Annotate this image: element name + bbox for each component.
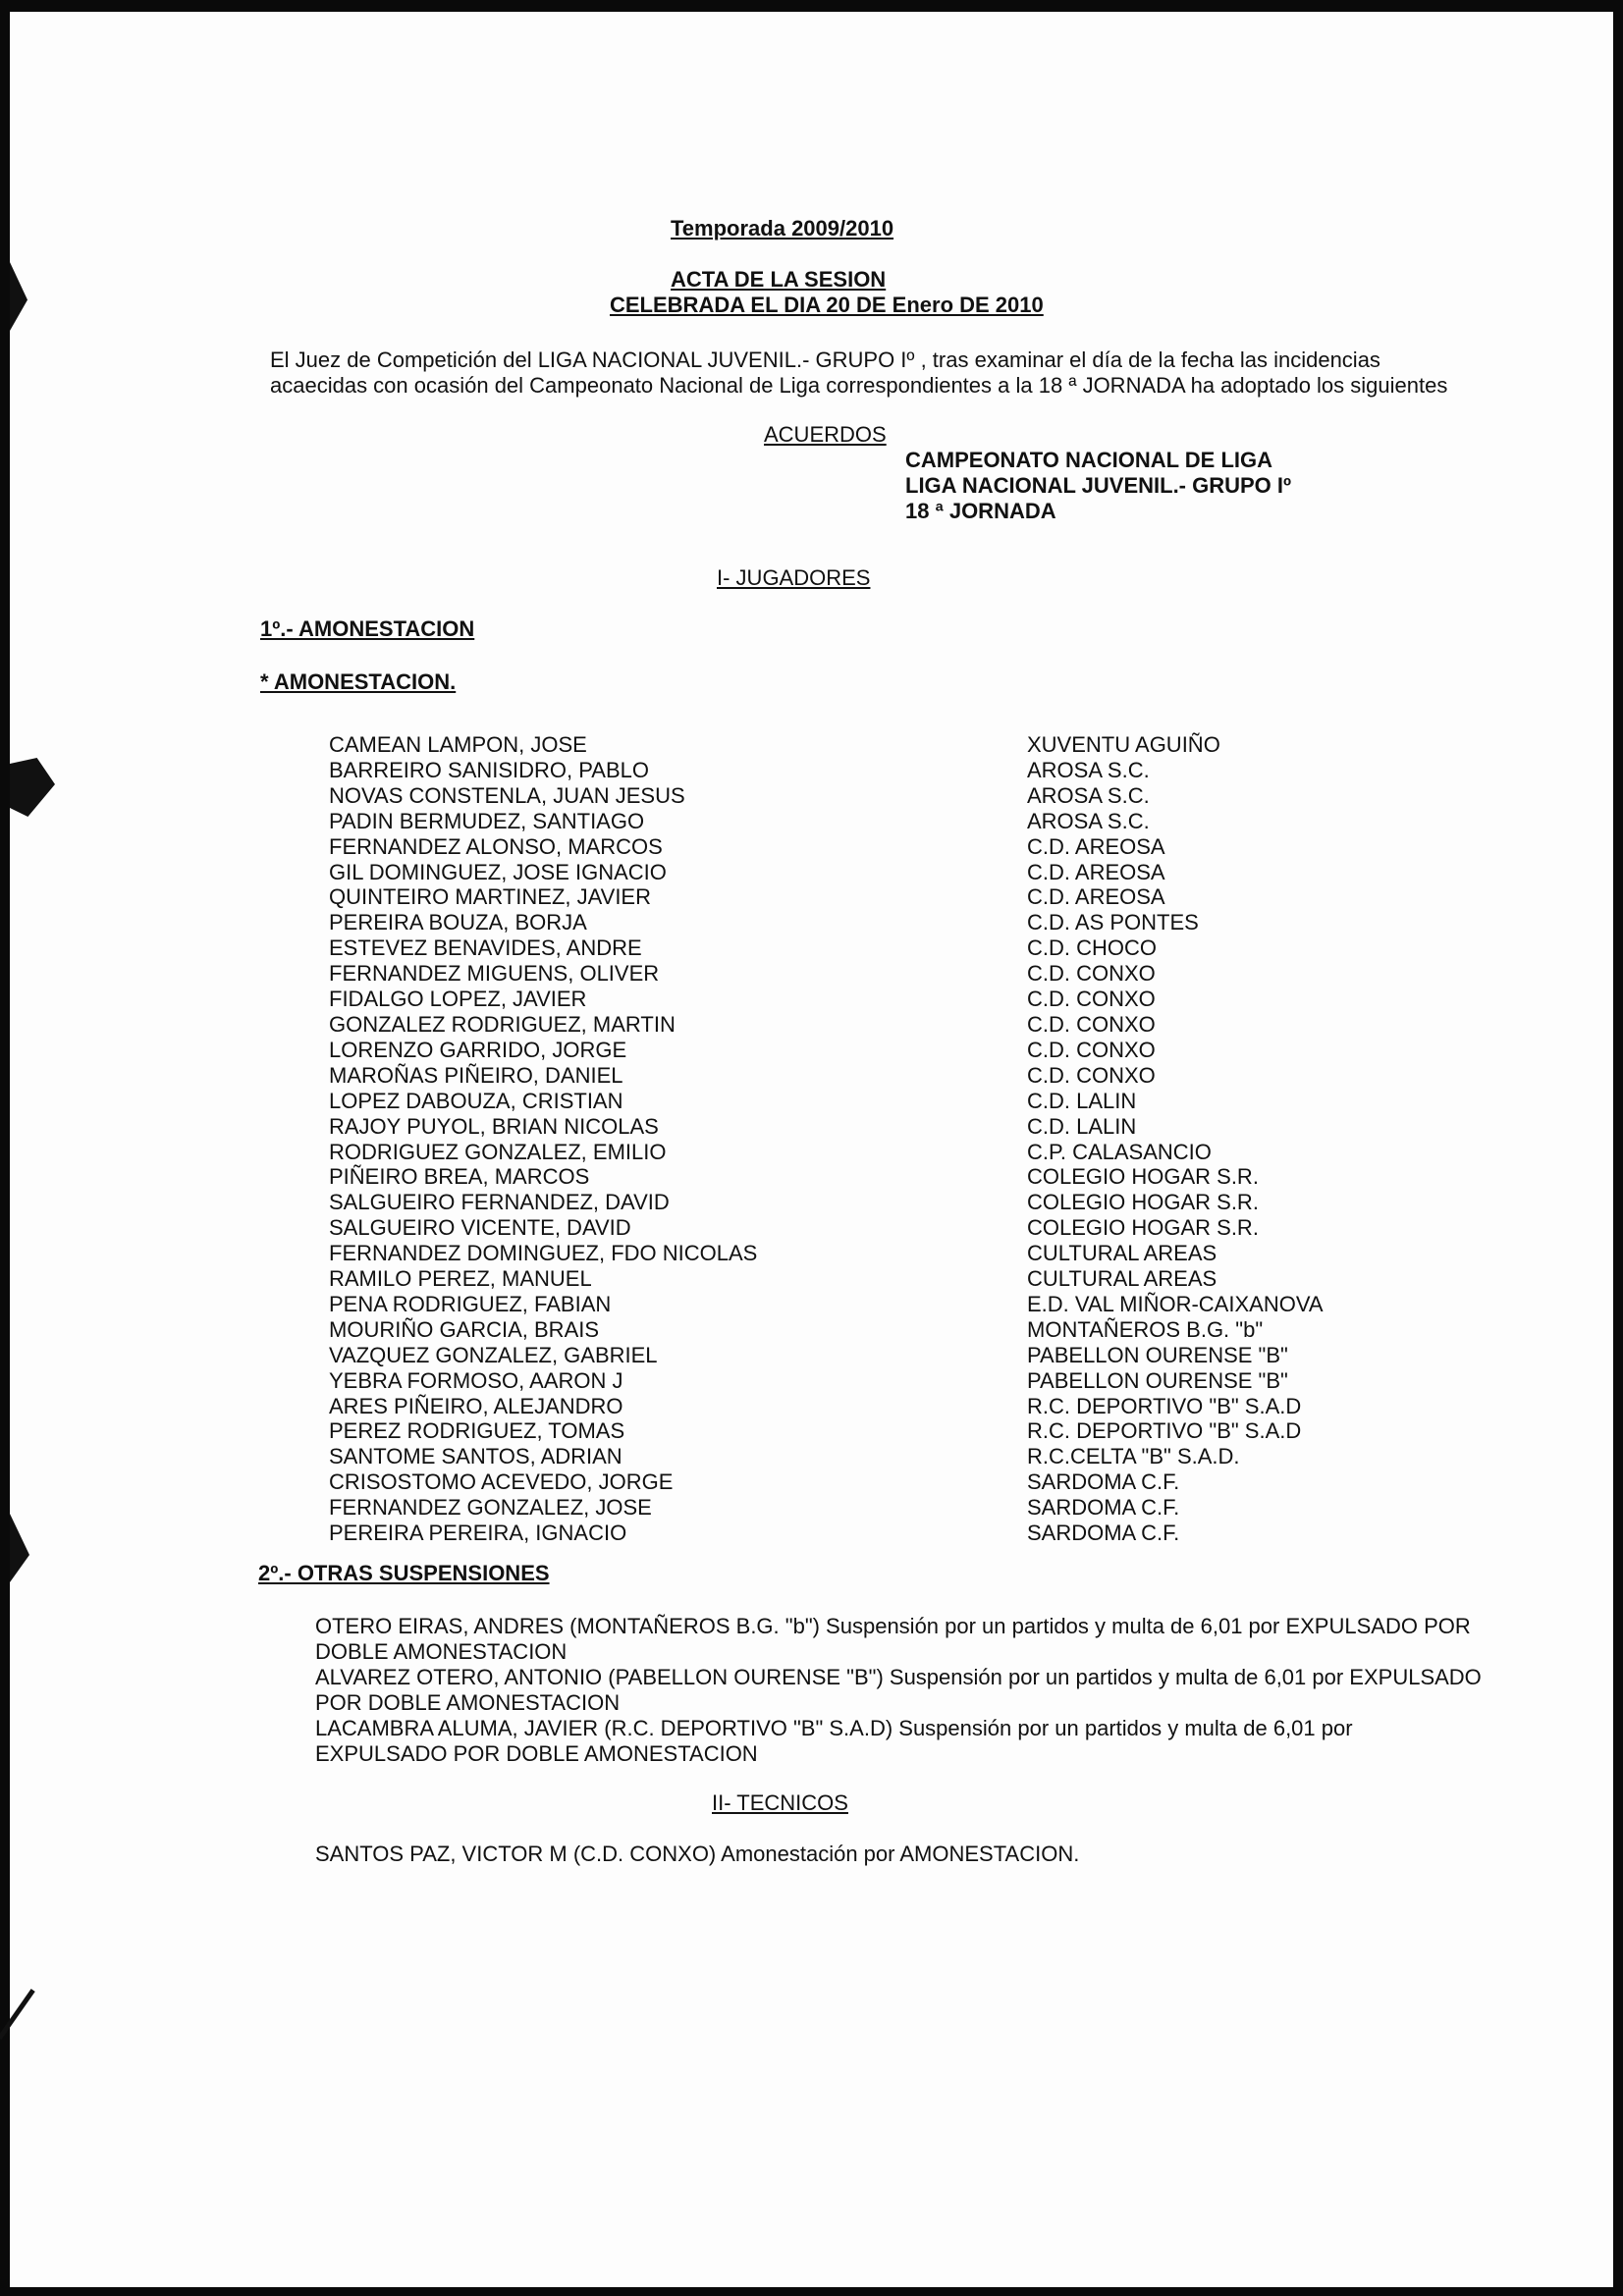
intro-line-1: El Juez de Competición del LIGA NACIONAL JUVENIL.- GRUPO Iº , tras examinar el día de la fecha las incidencias — [270, 347, 1380, 372]
warning-heading: 1º.- AMONESTACION — [260, 616, 475, 641]
document-sheet — [10, 12, 1613, 2287]
player-name: FERNANDEZ GONZALEZ, JOSE — [329, 1495, 652, 1521]
suspension-2-line-2: POR DOBLE AMONESTACION — [315, 1690, 621, 1715]
player-name: SANTOME SANTOS, ADRIAN — [329, 1444, 622, 1469]
player-name: MAROÑAS PIÑEIRO, DANIEL — [329, 1062, 623, 1088]
player-name: PIÑEIRO BREA, MARCOS — [329, 1164, 590, 1190]
player-club: C.D. CONXO — [1027, 1062, 1156, 1088]
player-club: COLEGIO HOGAR S.R. — [1027, 1164, 1259, 1190]
player-name: MOURIÑO GARCIA, BRAIS — [329, 1316, 600, 1342]
player-club: XUVENTU AGUIÑO — [1027, 732, 1220, 757]
scan-artifact-mark — [0, 1989, 35, 2040]
player-name: CRISOSTOMO ACEVEDO, JORGE — [329, 1469, 674, 1495]
player-name: FERNANDEZ MIGUENS, OLIVER — [329, 961, 660, 987]
agreements-label: ACUERDOS — [764, 422, 887, 447]
suspension-3-line-2: EXPULSADO POR DOBLE AMONESTACION — [315, 1741, 758, 1766]
player-club: AROSA S.C. — [1027, 782, 1150, 808]
player-club: SARDOMA C.F. — [1027, 1469, 1180, 1495]
round-title: 18 ª JORNADA — [905, 499, 1056, 523]
player-club: C.D. AREOSA — [1027, 859, 1165, 884]
player-club: C.D. CONXO — [1027, 1011, 1156, 1037]
suspension-1-line-2: DOBLE AMONESTACION — [315, 1639, 568, 1664]
player-club: E.D. VAL MIÑOR-CAIXANOVA — [1027, 1291, 1324, 1316]
player-club: PABELLON OURENSE "B" — [1027, 1342, 1288, 1367]
player-name: YEBRA FORMOSO, AARON J — [329, 1367, 623, 1393]
scan-artifact-mark — [10, 262, 27, 331]
player-name: NOVAS CONSTENLA, JUAN JESUS — [329, 782, 685, 808]
player-club: CULTURAL AREAS — [1027, 1241, 1217, 1266]
player-name: GIL DOMINGUEZ, JOSE IGNACIO — [329, 859, 667, 884]
scan-artifact-mark — [10, 1514, 29, 1582]
player-club: C.D. CONXO — [1027, 1037, 1156, 1062]
act-title: ACTA DE LA SESION — [671, 267, 887, 292]
player-club: C.D. AREOSA — [1027, 884, 1165, 910]
player-club: R.C. DEPORTIVO "B" S.A.D — [1027, 1418, 1302, 1444]
player-name: PADIN BERMUDEZ, SANTIAGO — [329, 808, 645, 833]
suspension-3-line-1: LACAMBRA ALUMA, JAVIER (R.C. DEPORTIVO "B" S.A.D) Suspensión por un partidos y multa de 6,01 por — [315, 1716, 1353, 1740]
player-club: R.C. DEPORTIVO "B" S.A.D — [1027, 1393, 1302, 1418]
player-name: RODRIGUEZ GONZALEZ, EMILIO — [329, 1139, 667, 1164]
players-name-column — [329, 732, 757, 1546]
player-club: AROSA S.C. — [1027, 808, 1150, 833]
suspension-1-line-1: OTERO EIRAS, ANDRES (MONTAÑEROS B.G. "b") Suspensión por un partidos y multa de 6,01 por EXPULSADO POR — [315, 1614, 1471, 1638]
player-name: QUINTEIRO MARTINEZ, JAVIER — [329, 884, 651, 910]
player-club: CULTURAL AREAS — [1027, 1266, 1217, 1292]
player-name: GONZALEZ RODRIGUEZ, MARTIN — [329, 1011, 676, 1037]
player-name: ESTEVEZ BENAVIDES, ANDRE — [329, 935, 642, 961]
player-name: CAMEAN LAMPON, JOSE — [329, 732, 587, 757]
player-club: SARDOMA C.F. — [1027, 1521, 1180, 1546]
player-club: C.D. CHOCO — [1027, 935, 1157, 961]
scan-artifact-mark — [10, 758, 55, 817]
suspension-2-line-1: ALVAREZ OTERO, ANTONIO (PABELLON OURENSE "B") Suspensión por un partidos y multa de 6,01 por EXPULSADO — [315, 1665, 1482, 1689]
player-club: C.D. LALIN — [1027, 1088, 1137, 1113]
suspensions-heading: 2º.- OTRAS SUSPENSIONES — [258, 1561, 550, 1585]
player-club: C.D. LALIN — [1027, 1113, 1137, 1139]
player-name: PENA RODRIGUEZ, FABIAN — [329, 1291, 612, 1316]
player-name: PEREIRA BOUZA, BORJA — [329, 910, 587, 935]
player-name: SALGUEIRO FERNANDEZ, DAVID — [329, 1190, 670, 1215]
players-heading: I- JUGADORES — [717, 565, 871, 590]
season-title: Temporada 2009/2010 — [671, 216, 894, 240]
player-club: C.P. CALASANCIO — [1027, 1139, 1212, 1164]
players-club-column — [1027, 732, 1324, 1546]
player-name: FERNANDEZ DOMINGUEZ, FDO NICOLAS — [329, 1241, 758, 1266]
player-name: LORENZO GARRIDO, JORGE — [329, 1037, 627, 1062]
player-name: ARES PIÑEIRO, ALEJANDRO — [329, 1393, 623, 1418]
player-name: PEREZ RODRIGUEZ, TOMAS — [329, 1418, 625, 1444]
player-club: C.D. CONXO — [1027, 961, 1156, 987]
player-name: LOPEZ DABOUZA, CRISTIAN — [329, 1088, 623, 1113]
player-name: RAMILO PEREZ, MANUEL — [329, 1266, 592, 1292]
player-club: C.D. AREOSA — [1027, 833, 1165, 859]
player-name: FERNANDEZ ALONSO, MARCOS — [329, 833, 663, 859]
player-name: VAZQUEZ GONZALEZ, GABRIEL — [329, 1342, 658, 1367]
player-club: C.D. AS PONTES — [1027, 910, 1199, 935]
player-club: C.D. CONXO — [1027, 987, 1156, 1012]
player-club: R.C.CELTA "B" S.A.D. — [1027, 1444, 1240, 1469]
player-name: PEREIRA PEREIRA, IGNACIO — [329, 1521, 627, 1546]
player-club: MONTAÑEROS B.G. "b" — [1027, 1316, 1264, 1342]
player-name: RAJOY PUYOL, BRIAN NICOLAS — [329, 1113, 659, 1139]
technician-warning: SANTOS PAZ, VICTOR M (C.D. CONXO) Amonestación por AMONESTACION. — [315, 1842, 1080, 1866]
player-name: FIDALGO LOPEZ, JAVIER — [329, 987, 587, 1012]
player-name: SALGUEIRO VICENTE, DAVID — [329, 1215, 631, 1241]
player-club: SARDOMA C.F. — [1027, 1495, 1180, 1521]
technicians-heading: II- TECNICOS — [712, 1790, 848, 1815]
player-club: COLEGIO HOGAR S.R. — [1027, 1190, 1259, 1215]
player-club: AROSA S.C. — [1027, 757, 1150, 782]
act-date: CELEBRADA EL DIA 20 DE Enero DE 2010 — [610, 293, 1044, 317]
player-club: COLEGIO HOGAR S.R. — [1027, 1215, 1259, 1241]
intro-line-2: acaecidas con ocasión del Campeonato Nacional de Liga correspondientes a la 18 ª JORNADA ha adoptado los siguientes — [270, 373, 1448, 398]
player-club: PABELLON OURENSE "B" — [1027, 1367, 1288, 1393]
player-name: BARREIRO SANISIDRO, PABLO — [329, 757, 650, 782]
championship-title: CAMPEONATO NACIONAL DE LIGA — [905, 448, 1273, 472]
league-title: LIGA NACIONAL JUVENIL.- GRUPO Iº — [905, 473, 1292, 498]
warning-subheading: * AMONESTACION. — [260, 669, 457, 694]
